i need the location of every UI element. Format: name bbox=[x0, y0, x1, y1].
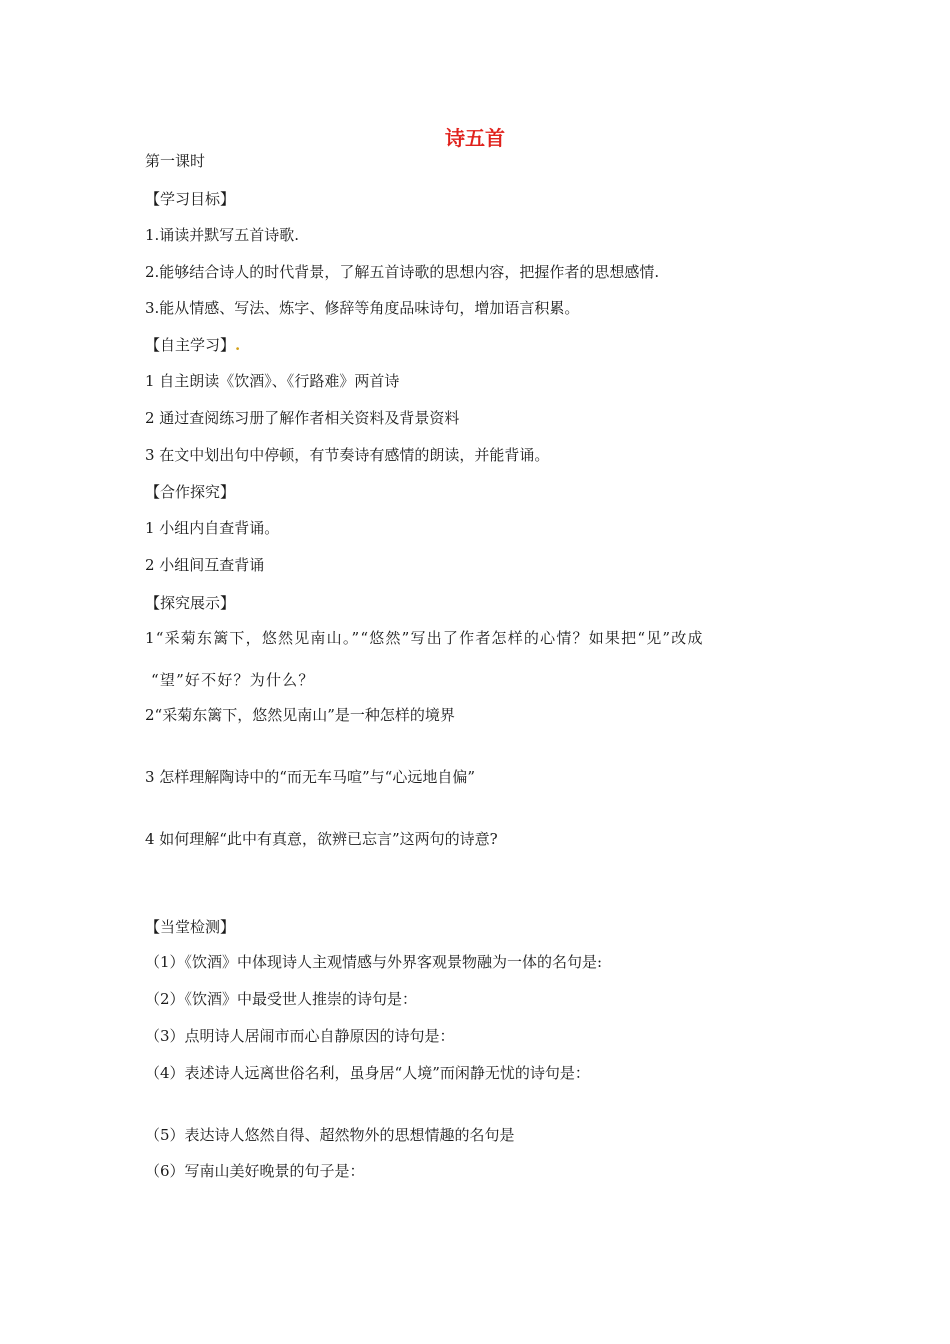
exploration-question: 3 怎样理解陶诗中的“而无车马喧”与“心远地自偏” bbox=[145, 768, 475, 786]
test-item: （4）表述诗人远离世俗名利，虽身居“人境”而闲静无忧的诗句是： bbox=[145, 1064, 590, 1082]
test-item: （3）点明诗人居闹市而心自静原因的诗句是： bbox=[145, 1027, 455, 1045]
exploration-question-continued: “望”好不好？为什么？ bbox=[151, 671, 315, 689]
test-item: （5）表达诗人悠然自得、超然物外的思想情趣的名句是 bbox=[145, 1126, 515, 1144]
lesson-label: 第一课时 bbox=[145, 152, 206, 170]
section-heading-self-study bbox=[145, 335, 240, 355]
goal-item: 1.诵读并默写五首诗歌. bbox=[145, 226, 300, 244]
heading-dot-mark: . bbox=[235, 336, 241, 354]
exploration-question: 2“采菊东篱下，悠然见南山”是一种怎样的境界 bbox=[145, 706, 455, 724]
section-heading-goals: 【学习目标】 bbox=[145, 190, 236, 208]
cooperation-item: 1 小组内自查背诵。 bbox=[145, 519, 280, 537]
test-item: （2）《饮酒》中最受世人推崇的诗句是： bbox=[145, 990, 418, 1008]
exploration-question: 4 如何理解“此中有真意，欲辨已忘言”这两句的诗意? bbox=[145, 830, 498, 848]
self-study-item: 2 通过查阅练习册了解作者相关资料及背景资料 bbox=[145, 409, 460, 427]
cooperation-item: 2 小组间互查背诵 bbox=[145, 556, 265, 574]
test-item: （1）《饮酒》中体现诗人主观情感与外界客观景物融为一体的名句是: bbox=[145, 953, 603, 971]
section-heading-exploration: 【探究展示】 bbox=[145, 594, 236, 612]
section-heading-self-study-text: 【自主学习】 bbox=[145, 336, 236, 354]
goal-item: 2.能够结合诗人的时代背景，了解五首诗歌的思想内容，把握作者的思想感情. bbox=[145, 263, 660, 281]
test-item: （6）写南山美好晚景的句子是： bbox=[145, 1162, 365, 1180]
section-heading-test: 【当堂检测】 bbox=[145, 918, 236, 936]
exploration-question: 1“采菊东篱下，悠然见南山。”“悠然”写出了作者怎样的心情？如果把“见”改成 bbox=[145, 629, 704, 647]
goal-item: 3.能从情感、写法、炼字、修辞等角度品味诗句，增加语言积累。 bbox=[145, 299, 580, 317]
self-study-item: 3 在文中划出句中停顿，有节奏诗有感情的朗读，并能背诵。 bbox=[145, 446, 550, 464]
self-study-item: 1 自主朗读《饮酒》、《行路难》两首诗 bbox=[145, 372, 400, 390]
section-heading-cooperation: 【合作探究】 bbox=[145, 483, 236, 501]
document-title: 诗五首 bbox=[445, 126, 505, 150]
